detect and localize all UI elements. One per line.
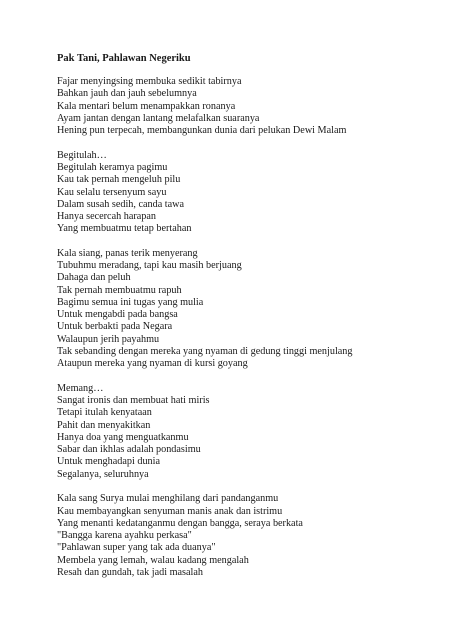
poem-line: Tak sebanding dengan mereka yang nyaman di gedung tinggi menjulang bbox=[57, 345, 353, 357]
poem-line: Untuk menghadapi dunia bbox=[57, 456, 160, 468]
poem-line: Pahit dan menyakitkan bbox=[57, 419, 151, 431]
poem-line: "Pahlawan super yang tak ada duanya" bbox=[57, 542, 216, 554]
poem-line: Ataupun mereka yang nyaman di kursi goyang bbox=[57, 358, 248, 370]
poem-line: Bahkan jauh dan jauh sebelumnya bbox=[57, 88, 197, 100]
poem-line: Kala siang, panas terik menyerang bbox=[57, 247, 198, 259]
poem-line: Memang… bbox=[57, 382, 104, 394]
poem-line: Begitulah keramya pagimu bbox=[57, 162, 168, 174]
stanza-3 bbox=[57, 248, 457, 371]
poem-line: Membela yang lemah, walau kadang mengalah bbox=[57, 554, 249, 566]
poem-line: Sangat ironis dan membuat hati miris bbox=[57, 395, 210, 407]
poem-line: Sabar dan ikhlas adalah pondasimu bbox=[57, 444, 201, 456]
poem-line: Untuk mengabdi pada bangsa bbox=[57, 309, 178, 321]
poem-line: Kala mentari belum menampakkan ronanya bbox=[57, 100, 236, 112]
poem-line: Tak pernah membuatmu rapuh bbox=[57, 284, 182, 296]
stanza-5 bbox=[57, 493, 457, 579]
poem-line: Kau tak pernah mengeluh pilu bbox=[57, 174, 181, 186]
poem-line: Segalanya, seluruhnya bbox=[57, 468, 149, 480]
poem-line: Hanya secercah harapan bbox=[57, 211, 156, 223]
poem-line: Bagimu semua ini tugas yang mulia bbox=[57, 296, 204, 308]
poem-line: Tetapi itulah kenyataan bbox=[57, 407, 152, 419]
poem-line: Walaupun jerih payahmu bbox=[57, 333, 160, 345]
poem-line: Dalam susah sedih, canda tawa bbox=[57, 198, 185, 210]
poem-line: Ayam jantan dengan lantang melafalkan suaranya bbox=[57, 112, 260, 124]
stanza-4 bbox=[57, 383, 457, 481]
poem-line: Kau selalu tersenyum sayu bbox=[57, 186, 167, 198]
document-page bbox=[57, 53, 457, 591]
stanza-2 bbox=[57, 150, 457, 236]
poem-line: Hening pun terpecah, membangunkan dunia dari pelukan Dewi Malam bbox=[57, 125, 347, 137]
poem-line: Yang menanti kedatanganmu dengan bangga, seraya berkata bbox=[57, 517, 303, 529]
stanza-1 bbox=[57, 76, 457, 137]
poem-line: Yang membuatmu tetap bertahan bbox=[57, 223, 192, 235]
poem-line: "Bangga karena ayahku perkasa" bbox=[57, 530, 192, 542]
poem-line: Dahaga dan peluh bbox=[57, 272, 131, 284]
poem-line: Hanya doa yang menguatkanmu bbox=[57, 431, 189, 443]
poem-title: Pak Tani, Pahlawan Negeriku bbox=[57, 53, 191, 64]
poem-line: Kala sang Surya mulai menghilang dari pandanganmu bbox=[57, 493, 279, 505]
poem-line: Kau membayangkan senyuman manis anak dan istrimu bbox=[57, 505, 283, 517]
poem-line: Tubuhmu meradang, tapi kau masih berjuang bbox=[57, 260, 242, 272]
poem-line: Untuk berbakti pada Negara bbox=[57, 321, 173, 333]
poem-line: Resah dan gundah, tak jadi masalah bbox=[57, 566, 203, 578]
poem-line: Fajar menyingsing membuka sedikit tabirnya bbox=[57, 76, 242, 88]
poem-line: Begitulah… bbox=[57, 149, 107, 161]
